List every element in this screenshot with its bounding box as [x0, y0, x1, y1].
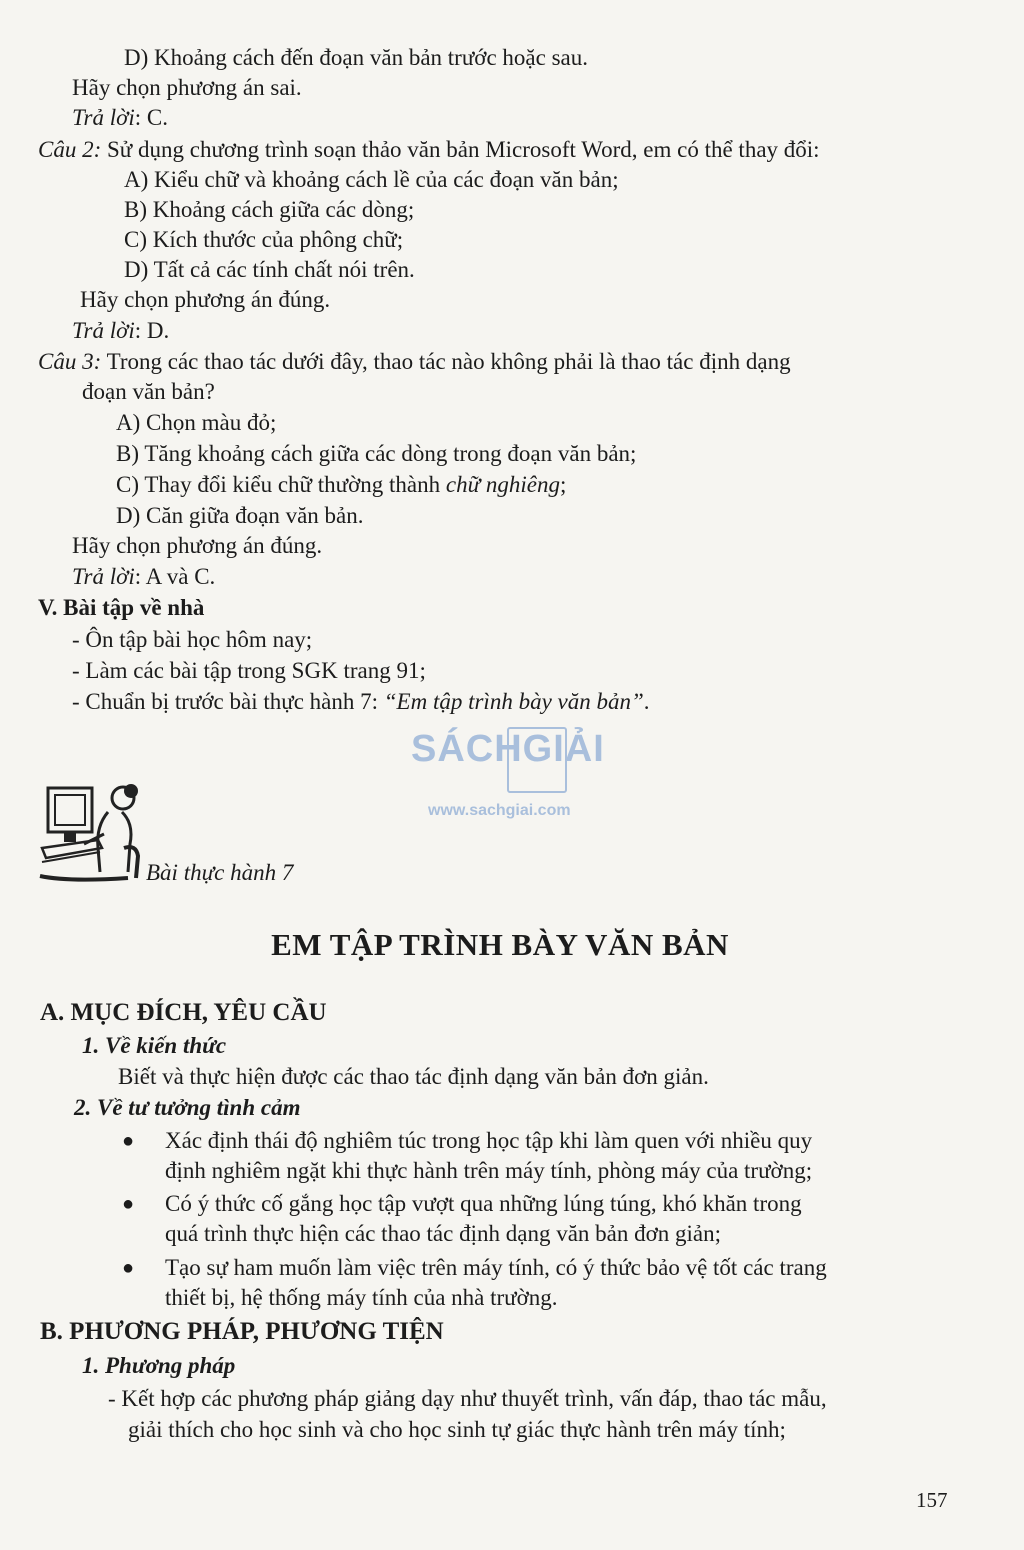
homework-item-3-title: “Em tập trình bày văn bản” — [383, 689, 644, 714]
lab-label: Bài thực hành 7 — [146, 860, 294, 885]
computer-user-illustration — [38, 778, 146, 886]
q3-text-line2: đoạn văn bản? — [82, 379, 215, 404]
q3-option-a: A) Chọn màu đỏ; — [116, 410, 277, 435]
q3-option-c-prefix: C) Thay đổi kiểu chữ thường thành — [116, 472, 446, 497]
q3-option-c-italic: chữ nghiêng — [445, 472, 560, 497]
bullet-3-line-2: thiết bị, hệ thống máy tính của nhà trường. — [165, 1285, 558, 1310]
q2-stem — [38, 135, 820, 165]
q3-answer — [72, 562, 215, 592]
q1-answer — [72, 103, 168, 133]
watermark-url: www.sachgiai.com — [428, 802, 571, 819]
q2-option-b: B) Khoảng cách giữa các dòng; — [124, 197, 415, 222]
bullet-1-line-1: Xác định thái độ nghiêm túc trong học tập khi làm quen với nhiều quy — [165, 1128, 813, 1153]
section-b-item-1-line-2: giải thích cho học sinh và cho học sinh tự giác thực hành trên máy tính; — [128, 1417, 786, 1442]
bullet-3-line-1: Tạo sự ham muốn làm việc trên máy tính, có ý thức bảo vệ tốt các trang — [165, 1255, 827, 1280]
q3-option-d: D) Căn giữa đoạn văn bản. — [116, 503, 364, 528]
q3-stem — [38, 347, 791, 377]
homework-item-3-prefix: - Chuẩn bị trước bài thực hành 7: — [72, 689, 384, 714]
section-a-sub-2: 2. Về tư tưởng tình cảm — [74, 1095, 301, 1120]
answer-value: : D. — [134, 318, 170, 343]
bullet-icon: ● — [122, 1193, 135, 1215]
section-a-heading: A. MỤC ĐÍCH, YÊU CẦU — [40, 999, 327, 1026]
homework-heading: V. Bài tập về nhà — [38, 595, 205, 620]
homework-item-3 — [72, 687, 650, 717]
section-b-heading: B. PHƯƠNG PHÁP, PHƯƠNG TIỆN — [40, 1318, 444, 1345]
q3-option-c-suffix: ; — [559, 472, 567, 497]
answer-value: : C. — [134, 105, 169, 130]
q2-text: Sử dụng chương trình soạn thảo văn bản Microsoft Word, em có thể thay đổi: — [101, 137, 820, 162]
section-b-sub-1: 1. Phương pháp — [82, 1353, 236, 1378]
homework-item-1: - Ôn tập bài học hôm nay; — [72, 627, 313, 652]
q3-instruction: Hãy chọn phương án đúng. — [72, 533, 323, 558]
homework-item-3-suffix: . — [643, 689, 650, 714]
q3-option-c — [116, 470, 566, 500]
section-b-item-1-line-1: - Kết hợp các phương pháp giảng dạy như thuyết trình, vấn đáp, thao tác mẫu, — [108, 1386, 827, 1411]
q2-instruction: Hãy chọn phương án đúng. — [80, 287, 331, 312]
bullet-2-line-1: Có ý thức cố gắng học tập vượt qua những lúng túng, khó khăn trong — [165, 1191, 802, 1216]
homework-item-2: - Làm các bài tập trong SGK trang 91; — [72, 658, 426, 683]
q2-option-a: A) Kiểu chữ và khoảng cách lề của các đoạn văn bản; — [124, 167, 619, 192]
answer-label: Trả lời — [72, 105, 135, 130]
page-title: EM TẬP TRÌNH BÀY VĂN BẢN — [271, 927, 729, 962]
page-number: 157 — [916, 1488, 948, 1512]
q2-answer — [72, 316, 169, 346]
answer-label: Trả lời — [72, 564, 135, 589]
bullet-icon: ● — [122, 1257, 135, 1279]
section-a-sub-1-text: Biết và thực hiện được các thao tác định dạng văn bản đơn giản. — [118, 1064, 709, 1089]
watermark-brand: SÁCHGIẢI — [411, 728, 605, 770]
q3-text-line1: Trong các thao tác dưới đây, thao tác nào không phải là thao tác định dạng — [101, 349, 791, 374]
q2-label: Câu 2: — [38, 137, 102, 162]
answer-label: Trả lời — [72, 318, 135, 343]
q2-option-c: C) Kích thước của phông chữ; — [124, 227, 404, 252]
q3-option-b: B) Tăng khoảng cách giữa các dòng trong đoạn văn bản; — [116, 441, 637, 466]
q1-option-d: D) Khoảng cách đến đoạn văn bản trước hoặc sau. — [124, 45, 589, 70]
q2-option-d: D) Tất cả các tính chất nói trên. — [124, 257, 415, 282]
q1-instruction: Hãy chọn phương án sai. — [72, 75, 302, 100]
bullet-icon: ● — [122, 1130, 135, 1152]
answer-value: : A và C. — [134, 564, 216, 589]
bullet-1-line-2: định nghiêm ngặt khi thực hành trên máy tính, phòng máy của trường; — [165, 1158, 813, 1183]
bullet-2-line-2: quá trình thực hiện các thao tác định dạng văn bản đơn giản; — [165, 1221, 722, 1246]
section-a-sub-1: 1. Về kiến thức — [82, 1033, 227, 1058]
q3-label: Câu 3: — [38, 349, 102, 374]
